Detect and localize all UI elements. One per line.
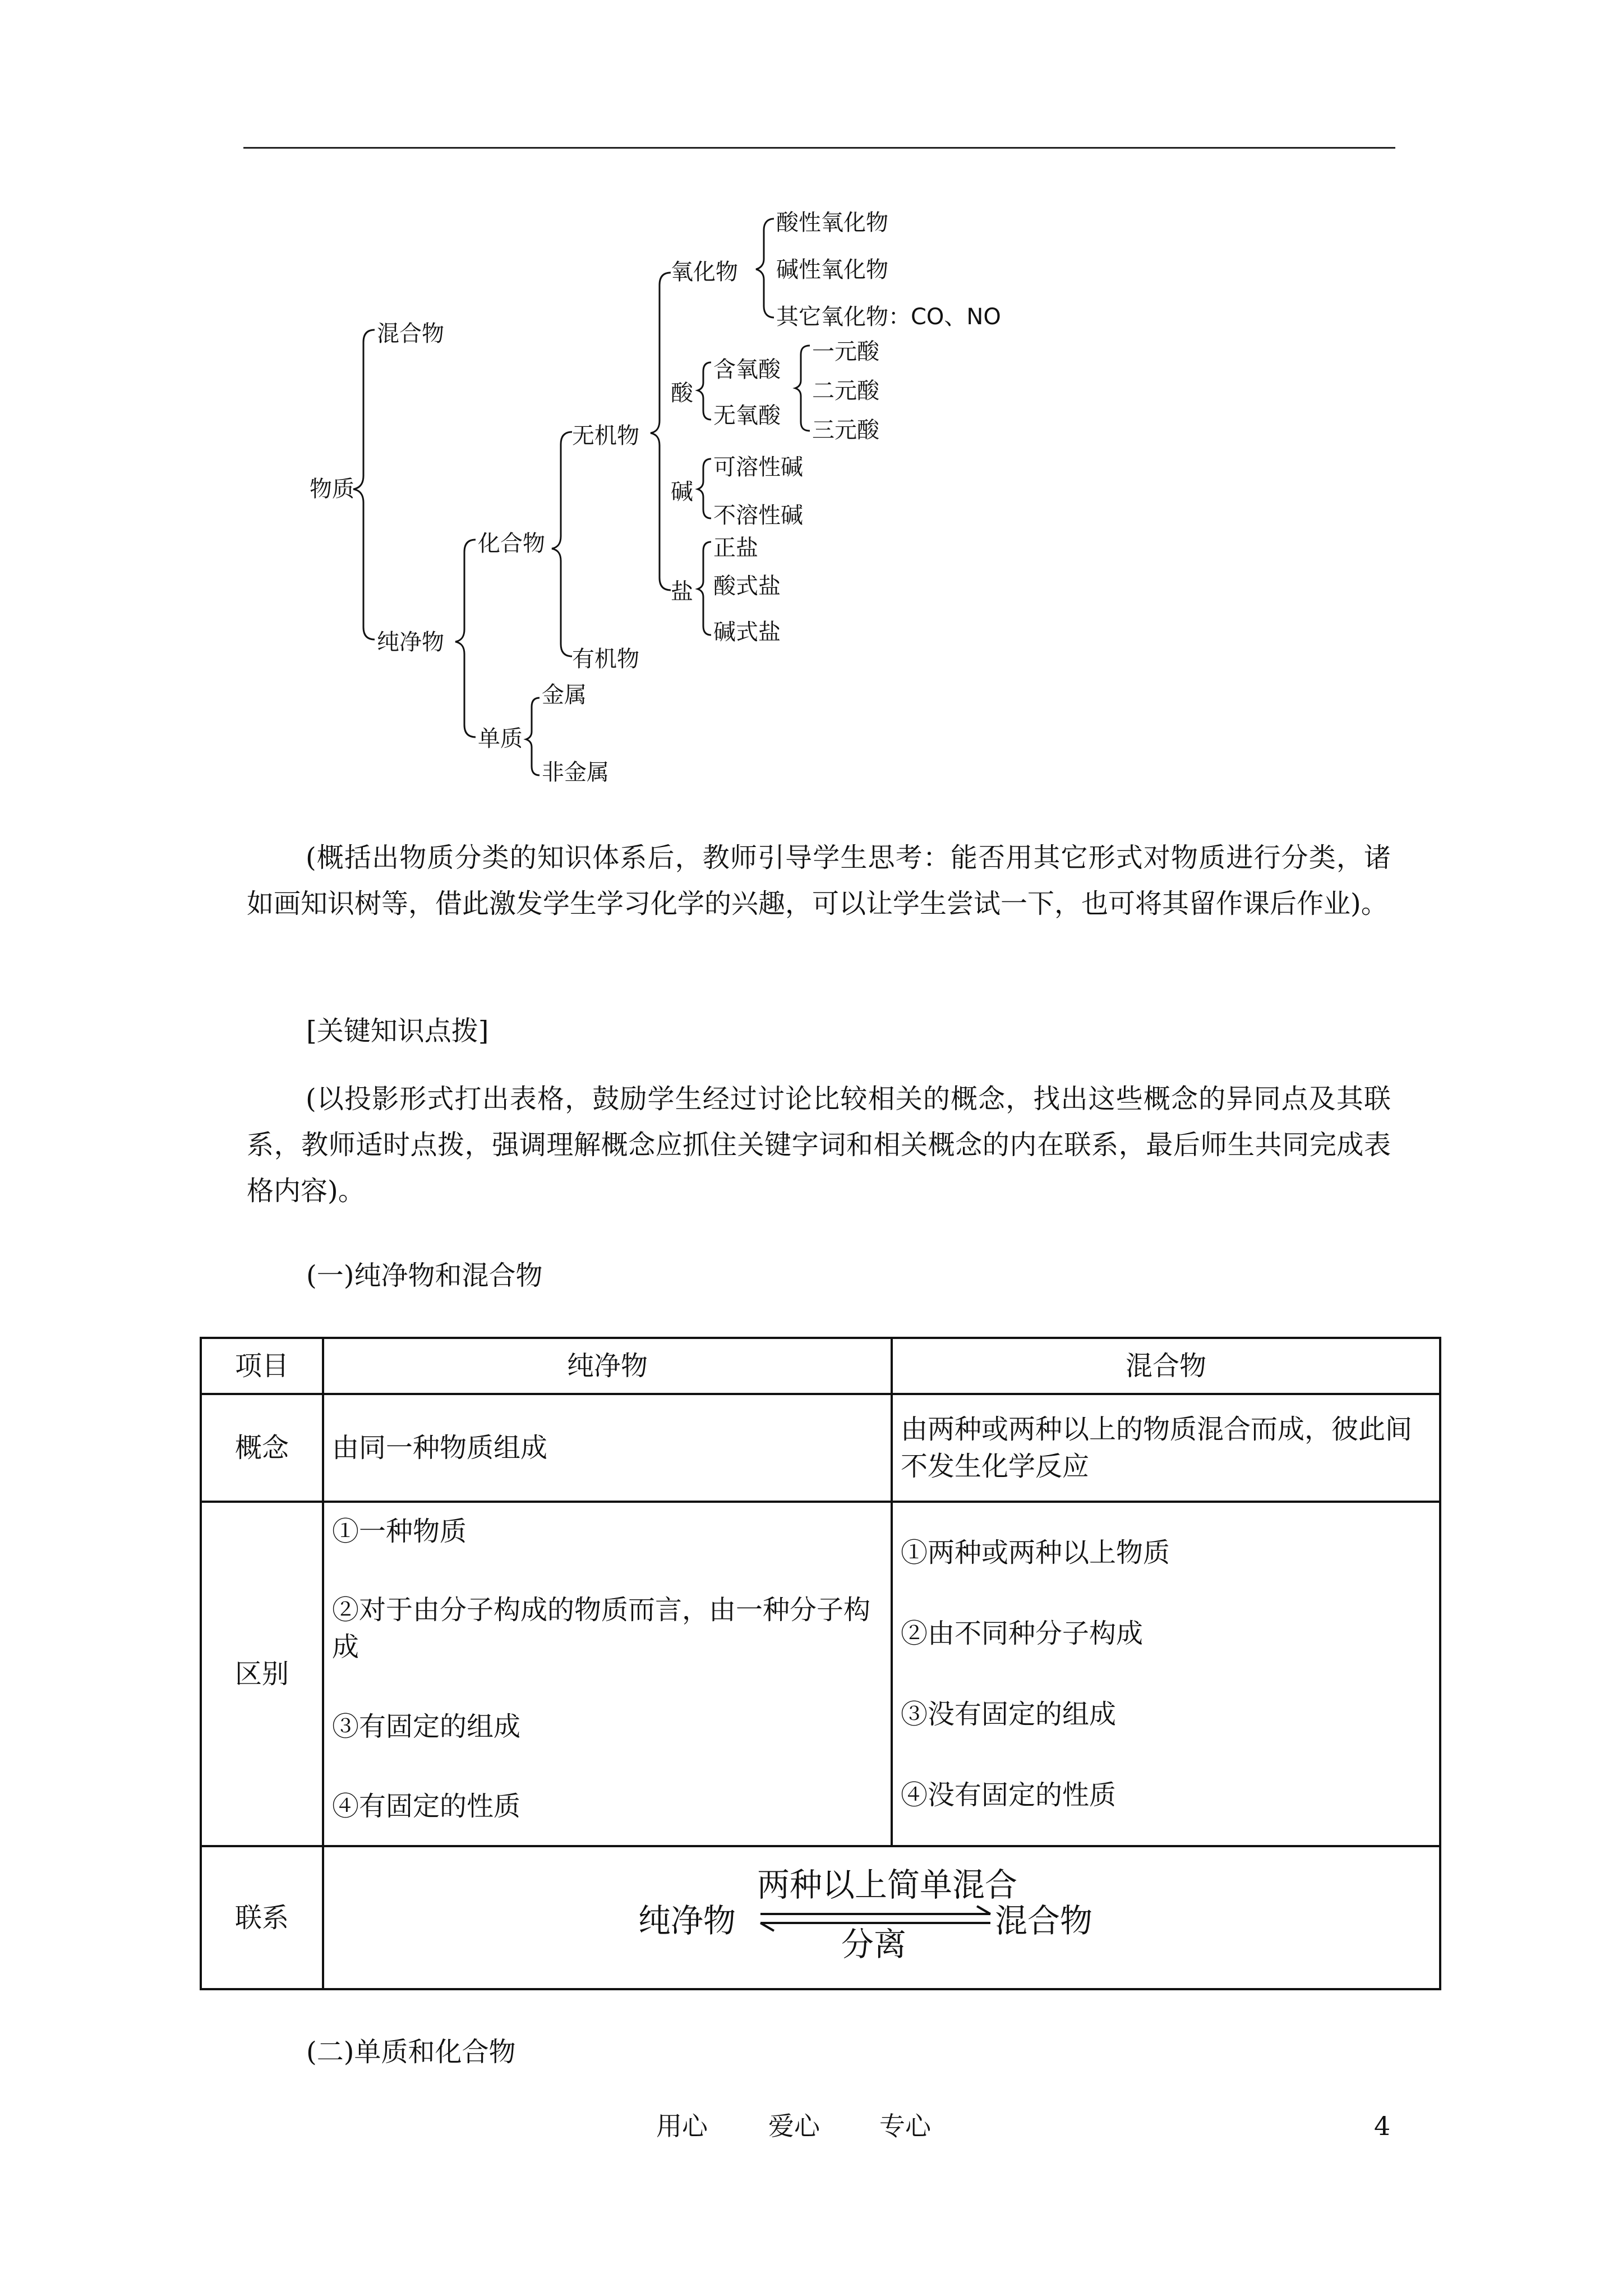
tree-element: 单质 xyxy=(478,726,523,752)
tree-compound: 化合物 xyxy=(478,531,545,556)
relation-left: 纯净物 xyxy=(638,1901,736,1940)
header-mixture: 混合物 xyxy=(892,1338,1440,1394)
tree-acidic-oxide: 酸性氧化物 xyxy=(776,210,888,236)
tree-tri-acid: 三元酸 xyxy=(812,417,879,443)
difference-pure-item: ③有固定的组成 xyxy=(332,1711,521,1742)
brace-base xyxy=(698,459,711,518)
relation-cell xyxy=(323,1846,1440,1989)
tree-root: 物质 xyxy=(310,476,354,502)
tree-di-acid: 二元酸 xyxy=(812,378,879,404)
footer-word: 用心 xyxy=(656,2111,708,2141)
summary-paragraph: (概括出物质分类的知识体系后，教师引导学生思考：能否用其它形式对物质进行分类，诸如画知识树等，借此激发学生学习化学的兴趣，可以让学生尝试一下，也可将其留作课后作业)。 xyxy=(247,842,1391,919)
brace-inorganic xyxy=(651,273,671,590)
difference-pure-item: ①一种物质 xyxy=(332,1516,467,1547)
concept-label: 概念 xyxy=(201,1394,323,1502)
difference-mixture-item: ②由不同种分子构成 xyxy=(901,1618,1144,1649)
difference-label: 区别 xyxy=(201,1502,323,1846)
brace-acid-count xyxy=(795,346,810,431)
tree-acid-salt: 酸式盐 xyxy=(713,573,781,599)
projection-paragraph: (以投影形式打出表格，鼓励学生经过讨论比较相关的概念，找出这些概念的异同点及其联系，教师适时点拨，强调理解概念应抓住关键字词和相关概念的内在联系，最后师生共同完成表格内容)。 xyxy=(247,1083,1391,1207)
concept-pure: 由同一种物质组成 xyxy=(323,1394,892,1502)
tree-organic: 有机物 xyxy=(572,646,639,672)
tree-normal-salt: 正盐 xyxy=(713,535,758,561)
brace-pure xyxy=(455,540,476,737)
tree-oxy-acid: 含氧酸 xyxy=(713,357,781,383)
table-row-concept xyxy=(201,1394,1440,1502)
tree-other-oxide: 其它氧化物：CO、NO xyxy=(776,304,1001,330)
table-header-row xyxy=(201,1338,1440,1394)
tree-nonmetal: 非金属 xyxy=(542,760,609,785)
footer-word: 专心 xyxy=(879,2111,931,2141)
difference-mixture-item: ③没有固定的组成 xyxy=(901,1699,1117,1730)
tree-basic-salt: 碱式盐 xyxy=(713,619,781,645)
tree-metal: 金属 xyxy=(542,682,587,708)
relation-top: 两种以上简单混合 xyxy=(757,1865,1018,1904)
relation-right: 混合物 xyxy=(995,1901,1093,1940)
tree-salt: 盐 xyxy=(671,579,693,605)
footer-word: 爱心 xyxy=(768,2111,820,2141)
tree-insoluble-base: 不溶性碱 xyxy=(713,503,803,528)
key-knowledge-heading: [关键知识点拨] xyxy=(306,1015,489,1047)
brace-root xyxy=(353,330,375,639)
table-row-relation xyxy=(201,1846,1440,1989)
section-element-compound-heading: (二)单质和化合物 xyxy=(306,2036,516,2068)
header-item: 项目 xyxy=(201,1338,323,1394)
tree-base: 碱 xyxy=(671,479,693,505)
tree-nonoxy-acid: 无氧酸 xyxy=(713,403,781,429)
brace-compound xyxy=(552,432,572,656)
classification-tree xyxy=(0,0,1623,819)
tree-mono-acid: 一元酸 xyxy=(812,339,879,365)
relation-label: 联系 xyxy=(201,1846,323,1989)
header-pure: 纯净物 xyxy=(323,1338,892,1394)
tree-acid: 酸 xyxy=(671,380,693,406)
relation-bottom: 分离 xyxy=(841,1925,907,1963)
section-pure-mixture-heading: (一)纯净物和混合物 xyxy=(306,1260,543,1291)
tree-soluble-base: 可溶性碱 xyxy=(713,454,803,480)
relation-diagram xyxy=(324,1848,1441,1988)
difference-pure xyxy=(323,1502,892,1846)
brace-acid xyxy=(698,362,711,420)
difference-mixture xyxy=(892,1502,1440,1846)
tree-inorganic: 无机物 xyxy=(572,423,639,449)
brace-oxide xyxy=(756,219,774,318)
difference-mixture-item: ④没有固定的性质 xyxy=(901,1779,1117,1811)
difference-pure-item: ④有固定的性质 xyxy=(332,1791,521,1822)
tree-oxide: 氧化物 xyxy=(671,259,738,285)
tree-pure: 纯净物 xyxy=(377,629,444,655)
table-row-difference xyxy=(201,1502,1440,1846)
brace-element xyxy=(526,698,540,775)
comparison-table xyxy=(200,1337,1441,1990)
concept-mixture: 由两种或两种以上的物质混合而成，彼此间不发生化学反应 xyxy=(892,1394,1440,1502)
page-number: 4 xyxy=(1374,2111,1391,2141)
difference-pure-item: ②对于由分子构成的物质而言，由一种分子构成 xyxy=(332,1594,871,1663)
tree-mixture: 混合物 xyxy=(377,321,444,347)
difference-mixture-item: ①两种或两种以上物质 xyxy=(901,1537,1170,1568)
tree-basic-oxide: 碱性氧化物 xyxy=(776,257,888,283)
brace-salt xyxy=(698,542,711,635)
